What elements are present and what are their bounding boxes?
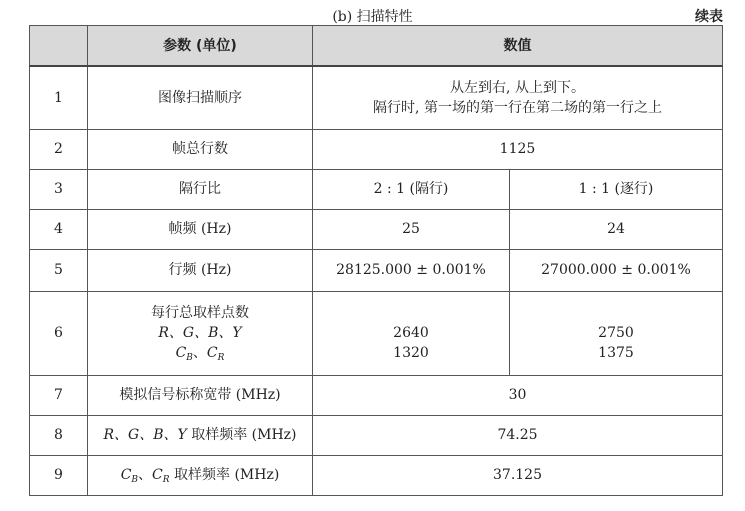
row-index: 2: [30, 129, 88, 169]
table-row: [30, 375, 723, 415]
row-parameter: 隔行比: [88, 169, 313, 209]
row-value-interlaced: 28125.000 ± 0.001%: [313, 249, 510, 291]
table-row: [30, 249, 723, 291]
table-row: [30, 169, 723, 209]
table-row: [30, 455, 723, 495]
row-parameter: 模拟信号标称宽带 (MHz): [88, 375, 313, 415]
table-row: [30, 291, 723, 375]
row-index: 1: [30, 66, 88, 129]
row-value-progressive: [510, 291, 723, 375]
row-index: 4: [30, 209, 88, 249]
header-index: [30, 26, 88, 67]
header-parameter: 参数 (单位): [88, 26, 313, 67]
row-value: [313, 66, 723, 129]
row-index: 8: [30, 415, 88, 455]
row-parameter: R、G、B、Y 取样频率 (MHz): [88, 415, 313, 455]
row-index: 9: [30, 455, 88, 495]
value-rgby: 2640: [393, 325, 429, 341]
row-parameter: 帧频 (Hz): [88, 209, 313, 249]
table-row: [30, 129, 723, 169]
value-line-1: 从左到右, 从上到下。: [450, 79, 585, 96]
value-line-2: 隔行时, 第一场的第一行在第二场的第一行之上: [373, 99, 662, 116]
scan-characteristics-table: [29, 25, 723, 496]
row-value-progressive: 24: [510, 209, 723, 249]
row-index: 7: [30, 375, 88, 415]
row-index: 5: [30, 249, 88, 291]
table-row: [30, 209, 723, 249]
row-value-progressive: 27000.000 ± 0.001%: [510, 249, 723, 291]
row-value-progressive: 1 : 1 (逐行): [510, 169, 723, 209]
row-value: 37.125: [313, 455, 723, 495]
row-parameter: $C_B$、$C_R$ 取样频率 (MHz): [88, 455, 313, 495]
row-parameter: 图像扫描顺序: [88, 66, 313, 129]
row-value-interlaced: [313, 291, 510, 375]
table-caption: (b) 扫描特性: [332, 9, 413, 25]
row-value-interlaced: 2 : 1 (隔行): [313, 169, 510, 209]
row-value: 74.25: [313, 415, 723, 455]
row-value: 1125: [313, 129, 723, 169]
value-cbcr: 1320: [393, 345, 429, 361]
value-rgby: 2750: [598, 325, 634, 341]
row-parameter: 帧总行数: [88, 129, 313, 169]
param-line-2: R、G、B、Y: [158, 325, 242, 341]
row-index: 3: [30, 169, 88, 209]
header-value: 数值: [313, 26, 723, 67]
param-line-1: 每行总取样点数: [151, 305, 249, 321]
row-parameter: [88, 291, 313, 375]
row-value: 30: [313, 375, 723, 415]
continued-label: 续表: [695, 9, 723, 25]
row-value-interlaced: 25: [313, 209, 510, 249]
value-cbcr: 1375: [598, 345, 634, 361]
table-row: [30, 66, 723, 129]
table-row: [30, 415, 723, 455]
row-index: 6: [30, 291, 88, 375]
table-header-row: [30, 26, 723, 67]
row-parameter: 行频 (Hz): [88, 249, 313, 291]
param-line-3: $C_B$、$C_R$: [175, 345, 225, 363]
